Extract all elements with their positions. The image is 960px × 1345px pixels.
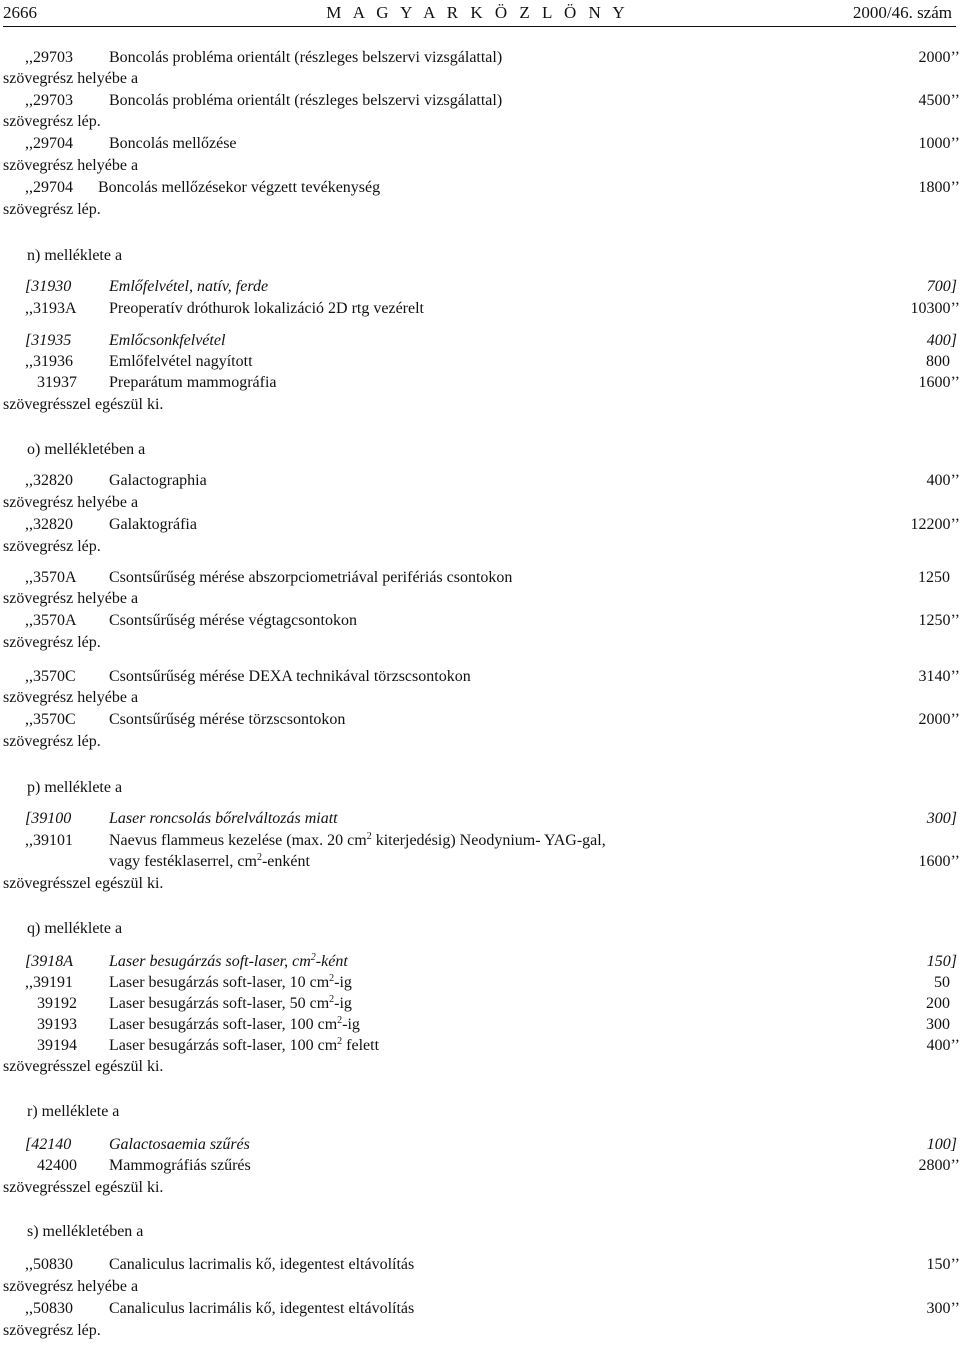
entry-row <box>0 809 960 829</box>
entry-description: Canaliculus lacrimális kő, idegentest eltávolítás <box>109 1300 415 1317</box>
section-heading <box>0 919 960 939</box>
superscript: 2 <box>366 831 372 842</box>
amendment-note <box>0 1057 960 1077</box>
entry-row <box>0 91 960 111</box>
page-number: 2666 <box>3 3 37 22</box>
amendment-note <box>0 688 960 708</box>
entry-row <box>0 1255 960 1275</box>
entry-value: 400’’ <box>926 472 960 489</box>
entry-code: ,,50830 <box>25 1300 73 1317</box>
entry-code: [31930 <box>25 278 72 295</box>
entry-row <box>0 48 960 68</box>
desc-part: Laser besugárzás soft-laser, 50 cm <box>109 995 330 1012</box>
entry-value: 12200’’ <box>910 516 960 533</box>
entry-code: [3918A <box>25 953 73 970</box>
entry-value: 1600’’ <box>918 374 960 391</box>
section-heading <box>0 1102 960 1122</box>
section-title: s) mellékletében a <box>27 1223 144 1240</box>
amendment-note <box>0 1178 960 1198</box>
entry-value: 10300’’ <box>910 300 960 317</box>
note-text: szövegrész helyébe a <box>3 590 139 607</box>
entry-code: ,,32820 <box>25 472 73 489</box>
entry-value: 1250’’ <box>918 612 960 629</box>
entry-description <box>109 1036 379 1056</box>
amendment-note <box>0 1277 960 1297</box>
note-text: szövegrész helyébe a <box>3 689 139 706</box>
entry-description: Preoperatív dróthurok lokalizáció 2D rtg vezérelt <box>109 300 424 317</box>
amendment-note <box>0 633 960 653</box>
amendment-note <box>0 395 960 415</box>
entry-row <box>0 568 960 588</box>
entry-value: 2000’’ <box>918 49 960 66</box>
entry-value: 1250 <box>918 569 950 586</box>
note-text: szövegrész lép. <box>3 1322 101 1339</box>
desc-part: Laser besugárzás soft-laser, cm <box>109 953 311 970</box>
entry-description: Canaliculus lacrimalis kő, idegentest eltávolítás <box>109 1256 415 1273</box>
entry-description: Csontsűrűség mérése törzscsontokon <box>109 711 346 728</box>
issue-number: 2000/46. szám <box>852 3 952 22</box>
entry-code: [39100 <box>25 810 72 827</box>
superscript: 2 <box>310 952 316 963</box>
entry-description <box>109 994 352 1014</box>
entry-value: 200 <box>926 995 950 1012</box>
entry-code: ,,39101 <box>25 832 73 849</box>
entry-code: ,,50830 <box>25 1256 73 1273</box>
entry-row <box>0 952 960 972</box>
superscript: 2 <box>329 973 335 984</box>
desc-part: -ig <box>342 1016 360 1033</box>
entry-code: ,,29703 <box>25 92 73 109</box>
note-text: szövegrész helyébe a <box>3 70 139 87</box>
desc-part: -ként <box>315 953 348 970</box>
entry-value: 2000’’ <box>918 711 960 728</box>
entry-code: 42400 <box>37 1157 77 1174</box>
note-text: szövegrész helyébe a <box>3 1278 139 1295</box>
entry-description <box>109 852 310 872</box>
entry-row <box>0 352 960 372</box>
desc-part: vagy festéklaserrel, cm <box>109 853 257 870</box>
desc-part: Laser besugárzás soft-laser, 100 cm <box>109 1037 338 1054</box>
note-text: szövegrész helyébe a <box>3 494 139 511</box>
entry-description: Emlőcsonkfelvétel <box>109 332 226 349</box>
entry-row <box>0 831 960 851</box>
entry-value: 100] <box>926 1136 957 1153</box>
entry-code: [42140 <box>25 1136 72 1153</box>
section-title: n) melléklete a <box>27 247 123 264</box>
entry-description: Galactographia <box>109 472 207 489</box>
entry-description: Mammográfiás szűrés <box>109 1157 251 1174</box>
entry-row-continuation <box>0 852 960 872</box>
amendment-note <box>0 874 960 894</box>
section-heading <box>0 440 960 460</box>
entry-code: ,,29703 <box>25 49 73 66</box>
entry-description: Preparátum mammográfia <box>109 374 277 391</box>
entry-row <box>0 134 960 154</box>
entry-value: 150’’ <box>926 1256 960 1273</box>
section-heading <box>0 246 960 266</box>
entry-value: 400’’ <box>926 1037 960 1054</box>
entry-row <box>0 667 960 687</box>
entry-description: Boncolás mellőzésekor végzett tevékenység <box>98 179 381 196</box>
entry-row <box>0 331 960 351</box>
desc-part: Laser besugárzás soft-laser, 100 cm <box>109 1016 338 1033</box>
section-title: o) mellékletében a <box>27 441 146 458</box>
entry-row <box>0 1135 960 1155</box>
entry-value: 700] <box>926 278 957 295</box>
note-text: szövegrésszel egészül ki. <box>3 875 164 892</box>
entry-row <box>0 178 960 198</box>
amendment-note <box>0 732 960 752</box>
entry-description <box>109 1015 360 1035</box>
desc-part: -ig <box>334 995 352 1012</box>
amendment-note <box>0 1321 960 1341</box>
note-text: szövegrész helyébe a <box>3 157 139 174</box>
entry-value: 1600’’ <box>918 853 960 870</box>
note-text: szövegrész lép. <box>3 201 101 218</box>
entry-description: Csontsűrűség mérése DEXA technikával törzscsontokon <box>109 668 471 685</box>
entry-code: ,,31936 <box>25 353 73 370</box>
entry-row <box>0 994 960 1014</box>
entry-code: ,,29704 <box>25 135 73 152</box>
entry-row <box>0 1156 960 1176</box>
note-text: szövegrésszel egészül ki. <box>3 1179 164 1196</box>
note-text: szövegrész lép. <box>3 538 101 555</box>
entry-value: 150] <box>926 953 957 970</box>
entry-code: 39194 <box>37 1037 77 1054</box>
entry-description: Csontsűrűség mérése végtagcsontokon <box>109 612 357 629</box>
desc-part: -ig <box>334 974 352 991</box>
journal-title: M A G Y A R K Ö Z L Ö N Y <box>326 3 629 22</box>
header-rule <box>3 26 956 27</box>
entry-row <box>0 299 960 319</box>
section-heading <box>0 778 960 798</box>
entry-code: ,,32820 <box>25 516 73 533</box>
entry-code: ,,29704 <box>25 179 73 196</box>
entry-description: Emlőfelvétel nagyított <box>109 353 253 370</box>
amendment-note <box>0 589 960 609</box>
entry-row <box>0 277 960 297</box>
entry-value: 50 <box>934 974 950 991</box>
entry-code: ,,3570C <box>25 668 76 685</box>
amendment-note <box>0 156 960 176</box>
entry-value: 1800’’ <box>918 179 960 196</box>
entry-value: 300] <box>926 810 957 827</box>
superscript: 2 <box>337 1015 343 1026</box>
entry-value: 3140’’ <box>918 668 960 685</box>
entry-code: ,,3570C <box>25 711 76 728</box>
entry-description: Csontsűrűség mérése abszorpciometriával perifériás csontokon <box>109 569 513 586</box>
desc-part: Laser besugárzás soft-laser, 10 cm <box>109 974 330 991</box>
amendment-note <box>0 112 960 132</box>
entry-code: [31935 <box>25 332 72 349</box>
entry-value: 300 <box>926 1016 950 1033</box>
entry-code: ,,3193A <box>25 300 77 317</box>
superscript: 2 <box>329 994 335 1005</box>
section-title: q) melléklete a <box>27 920 123 937</box>
amendment-note <box>0 537 960 557</box>
entry-row <box>0 1299 960 1319</box>
entry-description <box>109 831 606 851</box>
entry-row <box>0 1015 960 1035</box>
entry-row <box>0 710 960 730</box>
entry-row <box>0 373 960 393</box>
desc-part: felett <box>342 1037 380 1054</box>
entry-description: Galaktográfia <box>109 516 197 533</box>
entry-code: ,,3570A <box>25 612 77 629</box>
desc-part: kiterjedésig) Neodynium- YAG-gal, <box>371 832 606 849</box>
section-title: p) melléklete a <box>27 779 123 796</box>
entry-row <box>0 515 960 535</box>
entry-row <box>0 471 960 491</box>
section-title: r) melléklete a <box>27 1103 120 1120</box>
note-text: szövegrésszel egészül ki. <box>3 1058 164 1075</box>
entry-code: 39193 <box>37 1016 77 1033</box>
entry-value: 800 <box>926 353 950 370</box>
entry-description <box>109 952 348 972</box>
entry-value: 300’’ <box>926 1300 960 1317</box>
running-header <box>3 3 952 25</box>
entry-description: Boncolás probléma orientált (részleges belszervi vizsgálattal) <box>109 49 503 66</box>
amendment-note <box>0 493 960 513</box>
entry-description: Galactosaemia szűrés <box>109 1136 250 1153</box>
entry-code: ,,3570A <box>25 569 77 586</box>
entry-code: ,,39191 <box>25 974 73 991</box>
desc-part: -enként <box>261 853 310 870</box>
entry-description: Boncolás probléma orientált (részleges belszervi vizsgálattal) <box>109 92 503 109</box>
entry-code: 31937 <box>37 374 77 391</box>
superscript: 2 <box>337 1036 343 1047</box>
note-text: szövegrész lép. <box>3 113 101 130</box>
entry-description: Emlőfelvétel, natív, ferde <box>109 278 269 295</box>
entry-row <box>0 1036 960 1056</box>
entry-value: 4500’’ <box>918 92 960 109</box>
amendment-note <box>0 69 960 89</box>
note-text: szövegrész lép. <box>3 634 101 651</box>
superscript: 2 <box>256 852 262 863</box>
entry-value: 2800’’ <box>918 1157 960 1174</box>
desc-part: Naevus flammeus kezelése (max. 20 cm <box>109 832 367 849</box>
note-text: szövegrész lép. <box>3 733 101 750</box>
entry-row <box>0 611 960 631</box>
entry-description <box>109 973 352 993</box>
amendment-note <box>0 200 960 220</box>
entry-code: 39192 <box>37 995 77 1012</box>
section-heading <box>0 1222 960 1242</box>
entry-row <box>0 973 960 993</box>
entry-description: Boncolás mellőzése <box>109 135 237 152</box>
entry-value: 400] <box>926 332 957 349</box>
note-text: szövegrésszel egészül ki. <box>3 396 164 413</box>
entry-value: 1000’’ <box>918 135 960 152</box>
entry-description: Laser roncsolás bőrelváltozás miatt <box>109 810 338 827</box>
